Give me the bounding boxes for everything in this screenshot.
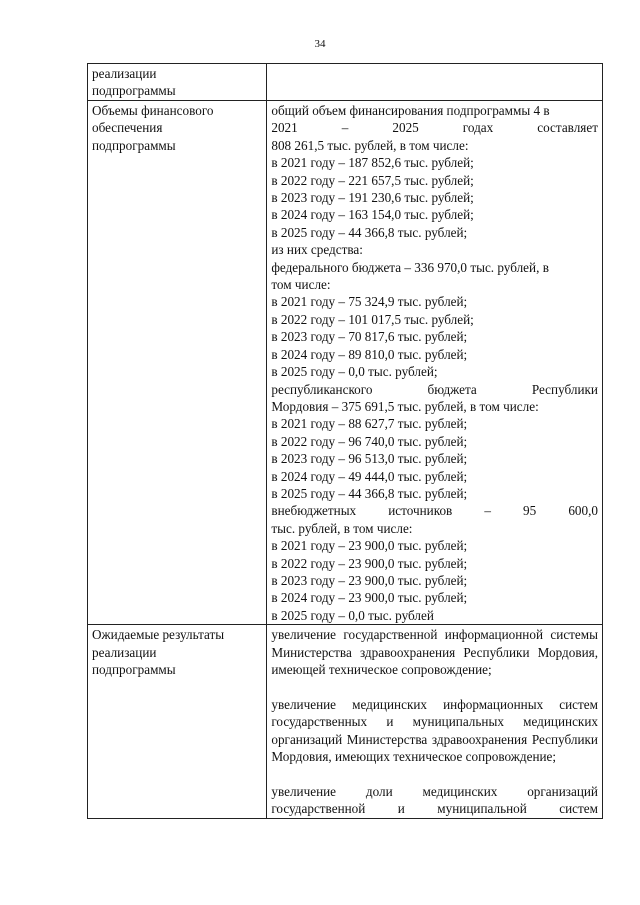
financing-line: из них средства: bbox=[271, 242, 363, 258]
row-label-line: подпрограммы bbox=[92, 662, 176, 677]
row-content-cell bbox=[267, 64, 603, 101]
row-label-line: реализации bbox=[92, 644, 157, 660]
result-paragraph: увеличение государственной информационной системы Министерства здравоохранения Республики Мордовия, имеющей техническое сопровождение; bbox=[271, 627, 598, 677]
row-label-line: реализации bbox=[92, 66, 157, 81]
financing-line: республиканского бюджета Республики bbox=[271, 381, 598, 397]
row-label-line: подпрограммы bbox=[92, 137, 176, 153]
financing-line: в 2021 году – 187 852,6 тыс. рублей; bbox=[271, 155, 474, 171]
row-label-line: подпрограммы bbox=[92, 83, 176, 99]
financing-line: в 2023 году – 70 817,6 тыс. рублей; bbox=[271, 329, 468, 345]
row-label-line: Ожидаемые результаты bbox=[92, 627, 225, 643]
financing-line: в 2025 году – 44 366,8 тыс. рублей; bbox=[271, 224, 468, 240]
financing-line: 2021 – 2025 годах составляет bbox=[271, 120, 598, 136]
row-label-cell bbox=[88, 101, 267, 625]
financing-line: в 2024 году – 49 444,0 тыс. рублей; bbox=[271, 468, 468, 484]
financing-line: в 2024 году – 89 810,0 тыс. рублей; bbox=[271, 346, 468, 362]
table-row-expected-results bbox=[88, 625, 603, 818]
financing-line: федерального бюджета – 336 970,0 тыс. рублей, в bbox=[271, 259, 549, 275]
financing-line: в 2022 году – 23 900,0 тыс. рублей; bbox=[271, 555, 468, 571]
table-row-implementation bbox=[88, 64, 603, 101]
row-label-cell bbox=[88, 64, 267, 101]
financing-content-cell bbox=[267, 101, 603, 625]
row-label-line: Объемы финансового bbox=[92, 103, 214, 118]
financing-line: 808 261,5 тыс. рублей, в том числе: bbox=[271, 137, 469, 153]
result-paragraph: увеличение медицинских информационных систем государственных и муниципальных медицинских организаций Министерства здравоохранения Республики Мордовия, имеющих техническое сопровождение; bbox=[271, 696, 598, 765]
financing-line: в 2023 году – 23 900,0 тыс. рублей; bbox=[271, 572, 468, 588]
financing-line: в 2023 году – 191 230,6 тыс. рублей; bbox=[271, 190, 474, 206]
row-label-line: обеспечения bbox=[92, 120, 163, 136]
financing-line: том числе: bbox=[271, 277, 331, 293]
paragraph-spacer bbox=[271, 765, 598, 782]
financing-line: в 2024 году – 163 154,0 тыс. рублей; bbox=[271, 207, 474, 223]
financing-line: внебюджетных источников – 95 600,0 bbox=[271, 503, 598, 519]
financing-line: тыс. рублей, в том числе: bbox=[271, 520, 413, 536]
financing-line: в 2025 году – 0,0 тыс. рублей bbox=[271, 607, 434, 623]
page-number: 34 bbox=[314, 38, 326, 50]
financing-line: в 2021 году – 23 900,0 тыс. рублей; bbox=[271, 538, 468, 554]
financing-line: в 2022 году – 221 657,5 тыс. рублей; bbox=[271, 172, 474, 188]
financing-line: в 2024 году – 23 900,0 тыс. рублей; bbox=[271, 590, 468, 606]
financing-line: в 2025 году – 44 366,8 тыс. рублей; bbox=[271, 485, 468, 501]
financing-line: в 2022 году – 96 740,0 тыс. рублей; bbox=[271, 433, 468, 449]
passport-table bbox=[87, 63, 603, 819]
financing-line: в 2023 году – 96 513,0 тыс. рублей; bbox=[271, 451, 468, 467]
results-content-cell bbox=[267, 625, 603, 818]
financing-line: в 2021 году – 75 324,9 тыс. рублей; bbox=[271, 294, 468, 310]
financing-line: общий объем финансирования подпрограммы 4 в bbox=[271, 103, 550, 118]
row-label-cell bbox=[88, 625, 267, 818]
table-row-financing bbox=[88, 101, 603, 625]
paragraph-spacer bbox=[271, 678, 598, 695]
result-paragraph: увеличение доли медицинских организаций государственной и муниципальной систем bbox=[271, 783, 598, 817]
financing-line: в 2022 году – 101 017,5 тыс. рублей; bbox=[271, 311, 474, 327]
financing-line: в 2025 году – 0,0 тыс. рублей; bbox=[271, 364, 438, 380]
financing-line: Мордовия – 375 691,5 тыс. рублей, в том числе: bbox=[271, 398, 539, 414]
financing-line: в 2021 году – 88 627,7 тыс. рублей; bbox=[271, 416, 468, 432]
